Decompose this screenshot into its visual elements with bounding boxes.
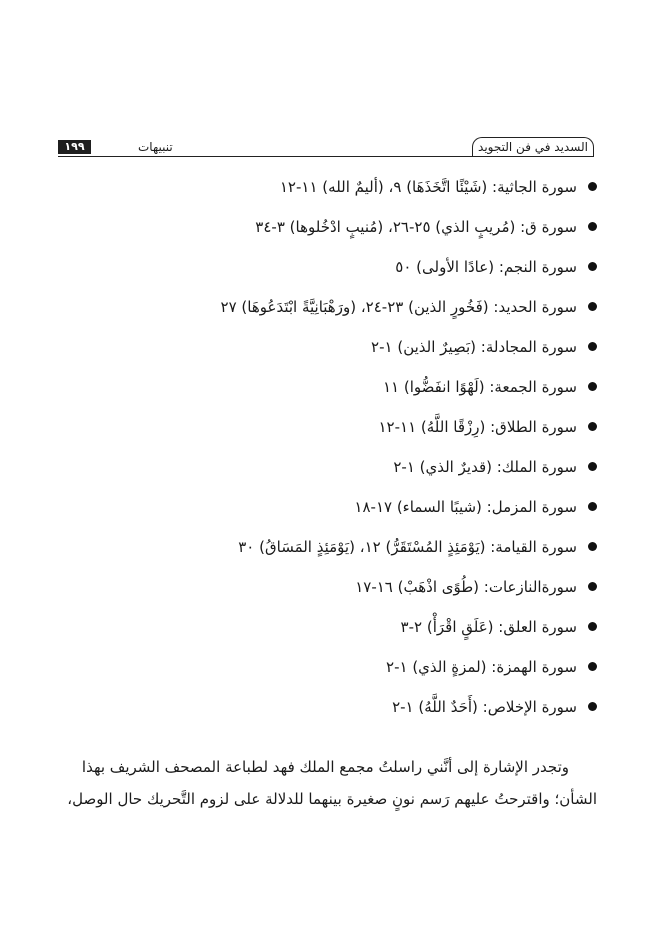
bullet-icon: [588, 542, 597, 551]
bullet-icon: [588, 422, 597, 431]
bullet-icon: [588, 702, 597, 711]
item-text: سورة النجم: (عادًا الأولى) ٥٠: [395, 258, 577, 276]
bullet-icon: [588, 582, 597, 591]
paragraph-line-text: وتجدر الإشارة إلى أنَّني راسلتُ مجمع الملك فهد لطباعة المصحف الشريف بهذا: [81, 758, 569, 776]
section-title: تنبيهات: [138, 140, 173, 154]
list-item: [77, 328, 597, 368]
bullet-icon: [588, 182, 597, 191]
list-item: [77, 528, 597, 568]
bullet-icon: [588, 222, 597, 231]
bullet-icon: [588, 342, 597, 351]
item-text: سورة الحديد: (فَخُورٍ الذين) ٢٣-٢٤، (ورَهْبَانِيَّةً ابْتَدَعُوهَا) ٢٧: [220, 298, 577, 316]
item-text: سورة الهمزة: (لمزةٍ الذي) ١-٢: [386, 658, 577, 676]
paragraph-line: [75, 751, 597, 783]
list-item: [77, 208, 597, 248]
list-item: [77, 448, 597, 488]
running-header: [58, 137, 594, 159]
book-title-tab: [472, 137, 594, 156]
list-item: [77, 248, 597, 288]
item-text: سورة الجمعة: (لَهْوًا انفَضُّوا) ١١: [382, 378, 577, 396]
bullet-icon: [588, 262, 597, 271]
item-text: سورة القيامة: (يَوْمَئِذٍ المُسْتَقَرُّ) ١٢، (يَوْمَئِذٍ المَسَاقُ) ٣٠: [238, 538, 577, 556]
item-text: سورة المزمل: (شيبًا السماء) ١٧-١٨: [354, 498, 577, 516]
bullet-icon: [588, 382, 597, 391]
bullet-icon: [588, 622, 597, 631]
bullet-icon: [588, 462, 597, 471]
list-item: [77, 568, 597, 608]
book-title: السديد في فن التجويد: [478, 140, 588, 154]
list-item: [77, 288, 597, 328]
item-text: سورة الإخلاص: (أَحَدٌ اللَّهُ) ١-٢: [392, 698, 577, 716]
item-text: سورة الجاثية: (شَيْئًا اتَّخَذَهَا) ٩، (أليمٌ الله) ١١-١٢: [279, 178, 577, 196]
bullet-icon: [588, 662, 597, 671]
bullet-icon: [588, 302, 597, 311]
list-item: [77, 168, 597, 208]
list-item: [77, 408, 597, 448]
item-text: سورة الطلاق: (رِزْقًا اللَّهُ) ١١-١٢: [378, 418, 577, 436]
list-item: [77, 488, 597, 528]
list-item: [77, 608, 597, 648]
item-text: سورةالنازعات: (طُوًى اذْهَبْ) ١٦-١٧: [355, 578, 577, 596]
bullet-icon: [588, 502, 597, 511]
item-text: سورة المجادلة: (بَصِيرٌ الذين) ١-٢: [371, 338, 577, 356]
item-text: سورة ق: (مُريبٍ الذي) ٢٥-٢٦، (مُنيبٍ ادْخُلوها) ٣-٣٤: [255, 218, 577, 236]
list-item: [77, 368, 597, 408]
item-text: سورة الملك: (قديرٌ الذي) ١-٢: [393, 458, 577, 476]
item-text: سورة العلق: (عَلَقٍ اقْرَأْ) ٢-٣: [400, 618, 577, 636]
page-number: ١٩٩: [58, 140, 91, 154]
paragraph-line: الشأن؛ واقترحتُ عليهم رَسم نونٍ صغيرة بينهما للدلالة على لزوم التَّحريك حال الوصل،: [67, 790, 597, 808]
surah-list: [77, 168, 597, 728]
list-item: [77, 648, 597, 688]
header-rule: [58, 156, 594, 157]
list-item: [77, 688, 597, 728]
body-paragraph: [67, 751, 597, 815]
